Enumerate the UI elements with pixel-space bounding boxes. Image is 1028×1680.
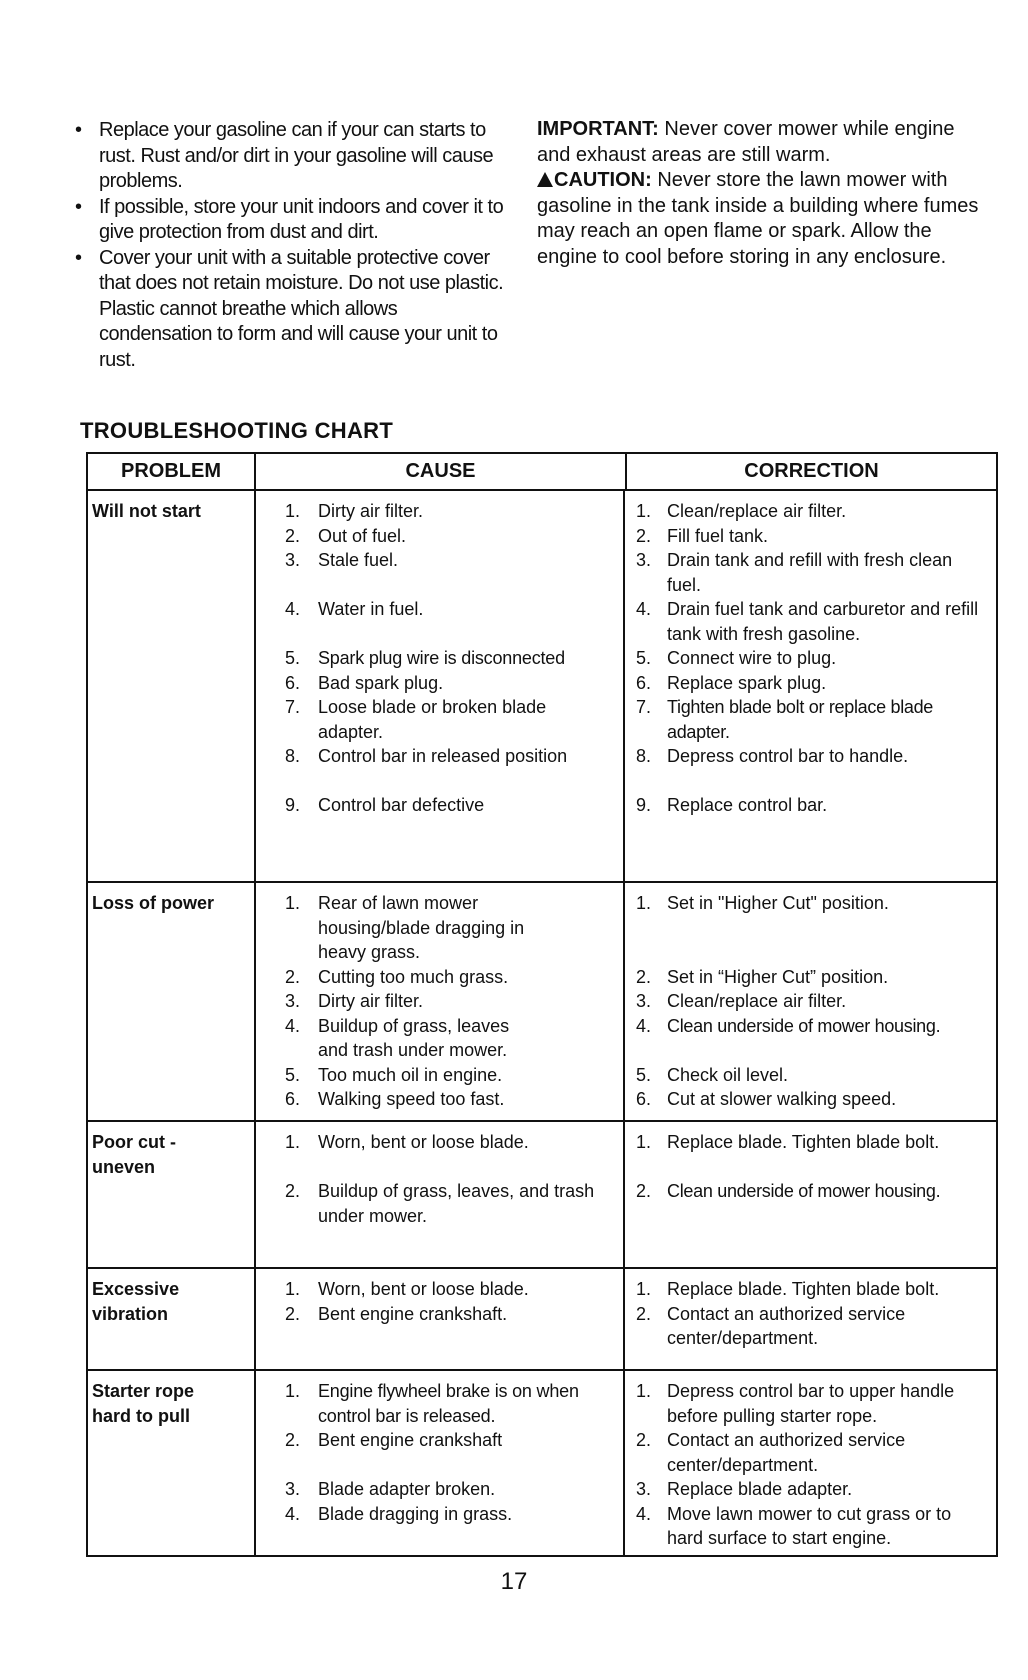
item-number: 7. bbox=[284, 697, 300, 717]
list-item bbox=[625, 1063, 996, 1088]
item-text: Drain tank and refill with fresh clean fuel. bbox=[667, 550, 953, 595]
item-text: Dirty air filter. bbox=[318, 501, 424, 521]
item-number: 2. bbox=[284, 1303, 300, 1324]
list-item bbox=[256, 1302, 623, 1327]
table-header bbox=[88, 454, 996, 491]
item-number: 1. bbox=[635, 893, 651, 913]
correction-cell bbox=[623, 1269, 996, 1369]
list-item bbox=[625, 548, 996, 597]
item-number: 2. bbox=[284, 1430, 300, 1450]
item-number: 4. bbox=[635, 1015, 651, 1036]
list-item bbox=[256, 793, 623, 818]
item-text: Bent engine crankshaft. bbox=[318, 1303, 508, 1324]
item-text: Spark plug wire is disconnected bbox=[318, 648, 565, 668]
item-text: Replace blade. Tighten blade bolt. bbox=[667, 1132, 940, 1152]
item-text: Contact an authorized service center/department. bbox=[667, 1430, 906, 1475]
item-text: Control bar defective bbox=[318, 795, 485, 815]
problem-cell: Excessive vibration bbox=[92, 1279, 180, 1324]
problem-cell: Loss of power bbox=[92, 893, 215, 913]
list-item: • Cover your unit with a suitable protective cover that does not retain moisture. Do not use plastic. Plastic cannot breathe which allows condensation to form and will cause your unit to rust. bbox=[75, 246, 504, 371]
tip-text: Cover your unit with a suitable protective cover that does not retain moisture. Do not use plastic. Plastic cannot breathe which allows condensation to form and will cause your unit to rust. bbox=[99, 246, 504, 371]
item-number: 4. bbox=[635, 1503, 651, 1524]
table-row bbox=[88, 1269, 996, 1371]
list-item bbox=[256, 1428, 623, 1453]
item-number: 6. bbox=[635, 672, 651, 693]
list-item bbox=[256, 524, 623, 549]
item-number: 9. bbox=[635, 795, 651, 815]
list-item bbox=[625, 989, 996, 1014]
header-cause: CAUSE bbox=[254, 454, 625, 489]
list-item bbox=[625, 1130, 996, 1155]
item-text: Clean/replace air filter. bbox=[667, 991, 847, 1011]
cause-cell bbox=[254, 1269, 623, 1369]
item-text: Cut at slower walking speed. bbox=[667, 1089, 897, 1109]
item-text: Clean underside of mower housing. bbox=[667, 1015, 941, 1036]
item-number: 2. bbox=[284, 525, 300, 546]
problem-cell: Poor cut - uneven bbox=[92, 1132, 176, 1177]
item-text: Fill fuel tank. bbox=[667, 525, 769, 546]
list-item bbox=[625, 1277, 996, 1302]
item-text: Worn, bent or loose blade. bbox=[318, 1132, 529, 1152]
item-text: Replace control bar. bbox=[667, 795, 828, 815]
item-text: Engine flywheel brake is on when control bar is released. bbox=[318, 1381, 579, 1426]
correction-cell bbox=[623, 491, 996, 881]
item-text: Too much oil in engine. bbox=[318, 1064, 503, 1085]
list-item bbox=[256, 1014, 623, 1063]
item-number: 1. bbox=[284, 1279, 300, 1299]
item-number: 3. bbox=[635, 1479, 651, 1499]
important-note bbox=[537, 117, 987, 168]
item-number: 3. bbox=[635, 550, 651, 570]
list-item bbox=[256, 548, 623, 573]
item-text: Replace blade. Tighten blade bolt. bbox=[667, 1279, 940, 1299]
list-item bbox=[625, 671, 996, 696]
list-item bbox=[625, 891, 996, 916]
item-number: 8. bbox=[284, 746, 300, 766]
list-item bbox=[625, 1379, 996, 1428]
item-number: 2. bbox=[635, 525, 651, 546]
list-item bbox=[256, 1063, 623, 1088]
item-number: 6. bbox=[635, 1089, 651, 1109]
item-text: Blade adapter broken. bbox=[318, 1479, 496, 1499]
item-number: 1. bbox=[284, 501, 300, 521]
list-item: • Replace your gasoline can if your can starts to rust. Rust and/or dirt in your gasoline will cause problems. bbox=[75, 119, 494, 192]
item-text: Buildup of grass, leaves and trash under mower. bbox=[318, 1015, 510, 1060]
list-item bbox=[256, 1477, 623, 1502]
item-number: 6. bbox=[284, 1089, 300, 1109]
caution-label: CAUTION: bbox=[554, 169, 652, 191]
cause-cell bbox=[254, 883, 623, 1120]
page-number: 17 bbox=[500, 1568, 528, 1595]
item-number: 1. bbox=[284, 893, 300, 913]
table-row bbox=[88, 1122, 996, 1269]
list-item bbox=[625, 597, 996, 646]
list-item bbox=[625, 1502, 996, 1551]
item-text: Out of fuel. bbox=[318, 525, 407, 546]
header-correction: CORRECTION bbox=[625, 454, 996, 489]
item-text: Replace spark plug. bbox=[667, 672, 827, 693]
item-number: 1. bbox=[635, 1279, 651, 1299]
list-item bbox=[625, 1179, 996, 1204]
item-number: 7. bbox=[635, 697, 651, 717]
item-text: Blade dragging in grass. bbox=[318, 1503, 513, 1524]
list-item bbox=[256, 597, 623, 622]
item-text: Control bar in released position bbox=[318, 746, 568, 766]
item-number: 2. bbox=[284, 966, 300, 987]
item-number: 9. bbox=[284, 795, 300, 815]
item-text: Connect wire to plug. bbox=[667, 648, 837, 668]
table-row bbox=[88, 883, 996, 1122]
list-item bbox=[256, 646, 623, 671]
item-text: Cutting too much grass. bbox=[318, 966, 509, 987]
list-item bbox=[625, 646, 996, 671]
item-text: Drain fuel tank and carburetor and refill tank with fresh gasoline. bbox=[667, 599, 979, 644]
safety-notes bbox=[537, 117, 987, 270]
item-text: Stale fuel. bbox=[318, 550, 399, 570]
list-item bbox=[256, 1130, 623, 1155]
item-number: 1. bbox=[635, 1132, 651, 1152]
item-number: 3. bbox=[284, 550, 300, 570]
caution-text: Never store the lawn mower with gasoline in the tank inside a building where fumes may reach an open flame or spark. Allow the engine to cool before storing in any enclosure. bbox=[537, 169, 979, 268]
item-text: Worn, bent or loose blade. bbox=[318, 1279, 529, 1299]
list-item bbox=[256, 499, 623, 524]
chart-title: TROUBLESHOOTING CHART bbox=[80, 418, 394, 443]
list-item bbox=[625, 744, 996, 769]
item-number: 3. bbox=[635, 991, 651, 1011]
list-item bbox=[256, 965, 623, 990]
list-item bbox=[625, 1477, 996, 1502]
item-text: Depress control bar to handle. bbox=[667, 746, 909, 766]
item-text: Water in fuel. bbox=[318, 599, 424, 619]
list-item bbox=[256, 695, 623, 744]
important-text: Never cover mower while engine and exhaust areas are still warm. bbox=[537, 118, 955, 166]
item-number: 1. bbox=[635, 501, 651, 521]
item-number: 3. bbox=[284, 991, 300, 1011]
list-item bbox=[256, 891, 623, 965]
important-label: IMPORTANT: bbox=[537, 118, 659, 140]
correction-cell bbox=[623, 1371, 996, 1555]
item-number: 5. bbox=[284, 648, 300, 668]
list-item bbox=[625, 499, 996, 524]
problem-cell: Will not start bbox=[92, 501, 201, 521]
item-number: 1. bbox=[635, 1381, 651, 1401]
item-text: Dirty air filter. bbox=[318, 991, 424, 1011]
item-text: Depress control bar to upper handle before pulling starter rope. bbox=[667, 1381, 955, 1426]
cause-cell bbox=[254, 1371, 623, 1555]
item-text: Loose blade or broken blade adapter. bbox=[318, 697, 547, 742]
header-problem: PROBLEM bbox=[121, 460, 221, 482]
item-number: 5. bbox=[635, 1064, 651, 1085]
item-number: 2. bbox=[635, 1303, 651, 1324]
item-number: 2. bbox=[284, 1181, 300, 1201]
item-number: 1. bbox=[284, 1381, 300, 1401]
item-text: Bad spark plug. bbox=[318, 672, 444, 693]
problem-cell: Starter rope hard to pull bbox=[92, 1381, 195, 1426]
list-item bbox=[256, 1087, 623, 1112]
item-text: Contact an authorized service center/department. bbox=[667, 1303, 906, 1348]
list-item bbox=[256, 1379, 623, 1428]
storage-tips bbox=[70, 118, 515, 373]
item-text: Bent engine crankshaft bbox=[318, 1430, 503, 1450]
item-number: 3. bbox=[284, 1479, 300, 1499]
item-number: 4. bbox=[284, 599, 300, 619]
item-number: 1. bbox=[284, 1132, 300, 1152]
item-number: 4. bbox=[635, 599, 651, 619]
list-item bbox=[256, 1277, 623, 1302]
item-text: Tighten blade bolt or replace blade adapter. bbox=[667, 697, 934, 742]
item-text: Set in "Higher Cut" position. bbox=[667, 893, 889, 913]
list-item bbox=[256, 989, 623, 1014]
list-item bbox=[625, 1014, 996, 1039]
item-number: 8. bbox=[635, 746, 651, 766]
item-number: 4. bbox=[284, 1015, 300, 1036]
correction-cell bbox=[623, 883, 996, 1120]
cause-cell bbox=[254, 1122, 623, 1267]
item-text: Buildup of grass, leaves, and trash under mower. bbox=[318, 1181, 595, 1226]
list-item bbox=[625, 965, 996, 990]
list-item bbox=[256, 744, 623, 769]
item-text: Move lawn mower to cut grass or to hard surface to start engine. bbox=[667, 1503, 952, 1548]
list-item bbox=[256, 671, 623, 696]
item-text: Clean underside of mower housing. bbox=[667, 1181, 941, 1201]
table-row bbox=[88, 491, 996, 883]
item-number: 2. bbox=[635, 966, 651, 987]
list-item bbox=[256, 1502, 623, 1527]
item-number: 2. bbox=[635, 1181, 651, 1201]
list-item bbox=[625, 524, 996, 549]
tip-text: If possible, store your unit indoors and cover it to give protection from dust and dirt. bbox=[99, 195, 504, 243]
item-text: Walking speed too fast. bbox=[318, 1089, 505, 1109]
list-item bbox=[625, 793, 996, 818]
item-number: 5. bbox=[635, 648, 651, 668]
item-text: Rear of lawn mower housing/blade dragging in heavy grass. bbox=[318, 893, 525, 962]
item-number: 5. bbox=[284, 1064, 300, 1085]
item-text: Set in “Higher Cut” position. bbox=[667, 966, 889, 987]
item-text: Clean/replace air filter. bbox=[667, 501, 847, 521]
item-number: 4. bbox=[284, 1503, 300, 1524]
list-item bbox=[256, 1179, 623, 1228]
item-text: Replace blade adapter. bbox=[667, 1479, 853, 1499]
warning-triangle-icon bbox=[537, 172, 553, 187]
list-item bbox=[625, 695, 996, 744]
tip-text: Replace your gasoline can if your can starts to rust. Rust and/or dirt in your gasoline will cause problems. bbox=[99, 119, 494, 192]
table-row bbox=[88, 1371, 996, 1555]
correction-cell bbox=[623, 1122, 996, 1267]
list-item bbox=[625, 1087, 996, 1112]
caution-note bbox=[537, 168, 987, 270]
list-item bbox=[625, 1302, 996, 1351]
list-item: • If possible, store your unit indoors and cover it to give protection from dust and dirt. bbox=[75, 195, 504, 243]
item-number: 6. bbox=[284, 672, 300, 693]
cause-cell bbox=[254, 491, 623, 881]
list-item bbox=[625, 1428, 996, 1477]
item-text: Check oil level. bbox=[667, 1064, 789, 1085]
item-number: 2. bbox=[635, 1430, 651, 1450]
troubleshooting-table bbox=[86, 452, 998, 1557]
